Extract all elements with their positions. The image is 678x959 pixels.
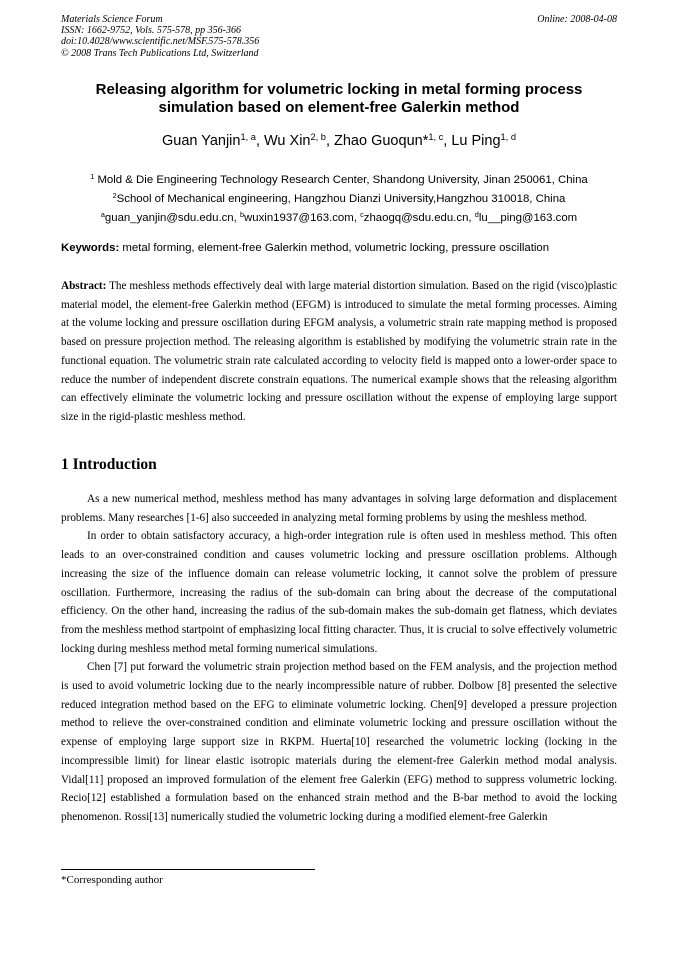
email-address: wuxin1937@163.com <box>244 212 354 224</box>
keywords <box>61 242 621 254</box>
abstract-label: Abstract: <box>61 280 107 292</box>
footnote-divider <box>61 869 315 870</box>
author-affil-sup: 1, d <box>500 131 516 142</box>
email-separator: , <box>233 212 240 224</box>
author-name: Lu Ping <box>451 133 501 149</box>
author-separator: , <box>325 133 335 149</box>
author-affil-sup: 1, c <box>428 131 444 142</box>
author-name: Guan Yanjin <box>162 133 241 149</box>
author-separator: , <box>443 133 452 149</box>
keywords-label: Keywords: <box>61 242 120 254</box>
title-line-1: Releasing algorithm for volumetric locking in metal forming process <box>95 81 583 98</box>
abstract <box>61 277 617 427</box>
email-separator: , <box>468 212 475 224</box>
affiliation-sup: 2 <box>112 191 117 200</box>
email-separator: , <box>353 212 361 224</box>
online-date: Online: 2008-04-08 <box>537 14 617 25</box>
author-separator: , <box>255 133 264 149</box>
copyright-line: © 2008 Trans Tech Publications Ltd, Switzerland <box>61 47 259 59</box>
email-address: lu__ping@163.com <box>478 212 578 224</box>
email-sup: b <box>239 210 245 219</box>
section-body <box>61 490 617 827</box>
paper-title <box>61 81 617 117</box>
abstract-text: The meshless methods effectively deal with large material distortion simulation. Based on the rigid (visco)plastic material model, the element-free Galerkin method (EFGM) is introduced to simulate the metal forming processes. Aiming at the volume locking and pressure oscillation during EFGM analysis, a volumetric strain rate mapping method is proposed based on pressure projection method. The releasing algorithm is established by modifying the volumetric strain rate in the functional equation. The volumetric strain rate calculated according to velocity field is mapped onto a lower-order space to reduce the number of independent discrete constrain equations. The numerical example shows that the releasing algorithm can effectively eliminate the volumetric locking and pressure oscillation without the expense of employing large support size in the rigid-plastic meshless method. <box>61 280 617 423</box>
email-sup: c <box>360 210 364 219</box>
affiliations <box>61 171 617 228</box>
email-address: zhaogq@sdu.edu.cn <box>363 212 469 224</box>
keywords-text: metal forming, element-free Galerkin method, volumetric locking, pressure oscillation <box>119 242 550 254</box>
body-paragraph: Chen [7] put forward the volumetric strain projection method based on the FEM analysis, and the projection method is used to avoid volumetric locking due to the nearly incompressible nature of rubber. Dolbow [8] presented the selective reduced integration method based on the EFG to eliminate volumetric locking. Chen[9] developed a pressure projection method to relieve the over-constrained condition and eliminate volumetric locking and pressure oscillation without the expense of employing large support size in RKPM. Huerta[10] researched the volumetric locking (locking in the incompressible limit) for linear elastic isotropic materials during the element-free Galerkin method modal analysis. Vidal[11] proposed an improved formulation of the element free Galerkin (EFG) method to suppress volumetric locking. Recio[12] established a formulation based on the enhanced strain method and the B-bar method to avoid the locking phenomenon. Rossi[13] numerically studied the volumetric locking during a modified element-free Galerkin <box>61 661 617 823</box>
author-name: Wu Xin <box>264 133 311 149</box>
email-sup: a <box>100 210 105 219</box>
affiliation-text: Mold & Die Engineering Technology Research Center, Shandong University, Jinan 250061, China <box>94 174 588 186</box>
author-list <box>61 132 617 150</box>
body-paragraph: In order to obtain satisfactory accuracy, a high-order integration rule is often used in meshless method. This often leads to an over-constrained condition and causes volumetric locking and pressure oscillation problems. Although increasing the size of the influence domain can release volumetric locking, it cannot solve the problem of pressure oscillation. Furthermore, increasing the radius of the sub-domain can bring about the decrease of the computational efficiency. On the other hand, increasing the radius of the sub-domain makes the sub-domain get flatness, which deviates from the meshless method startpoint of emphasizing local fitting character. Thus, it is crucial to solve effectively volumetric locking during meshless method metal forming numerical simulations. <box>61 530 617 655</box>
footnote: *Corresponding author <box>61 874 163 886</box>
affiliation-sup: 1 <box>90 172 95 181</box>
author-affil-sup: 2, b <box>310 131 326 142</box>
affiliation-text: School of Mechanical engineering, Hangzhou Dianzi University,Hangzhou 310018, China <box>116 193 566 205</box>
issn-line: ISSN: 1662-9752, Vols. 575-578, pp 356-366 <box>61 25 241 37</box>
doi-line: doi:10.4028/www.scientific.net/MSF.575-578.356 <box>61 36 260 48</box>
author-name: Zhao Guoqun* <box>334 133 429 149</box>
email-sup: d <box>474 210 479 219</box>
section-heading: 1 Introduction <box>61 456 157 473</box>
email-address: guan_yanjin@sdu.edu.cn <box>104 212 234 224</box>
body-paragraph: As a new numerical method, meshless method has many advantages in solving large deformation and displacement problems. Many researches [1-6] also succeeded in analyzing metal forming problems by using the meshless method. <box>61 493 617 524</box>
journal-header <box>61 14 617 59</box>
affiliation-2 <box>61 190 617 209</box>
author-affil-sup: 1, a <box>240 131 256 142</box>
journal-name: Materials Science Forum <box>61 14 163 25</box>
title-line-2: simulation based on element-free Galerkin method <box>158 99 520 116</box>
affiliation-1 <box>61 171 617 190</box>
email-list <box>61 209 617 228</box>
